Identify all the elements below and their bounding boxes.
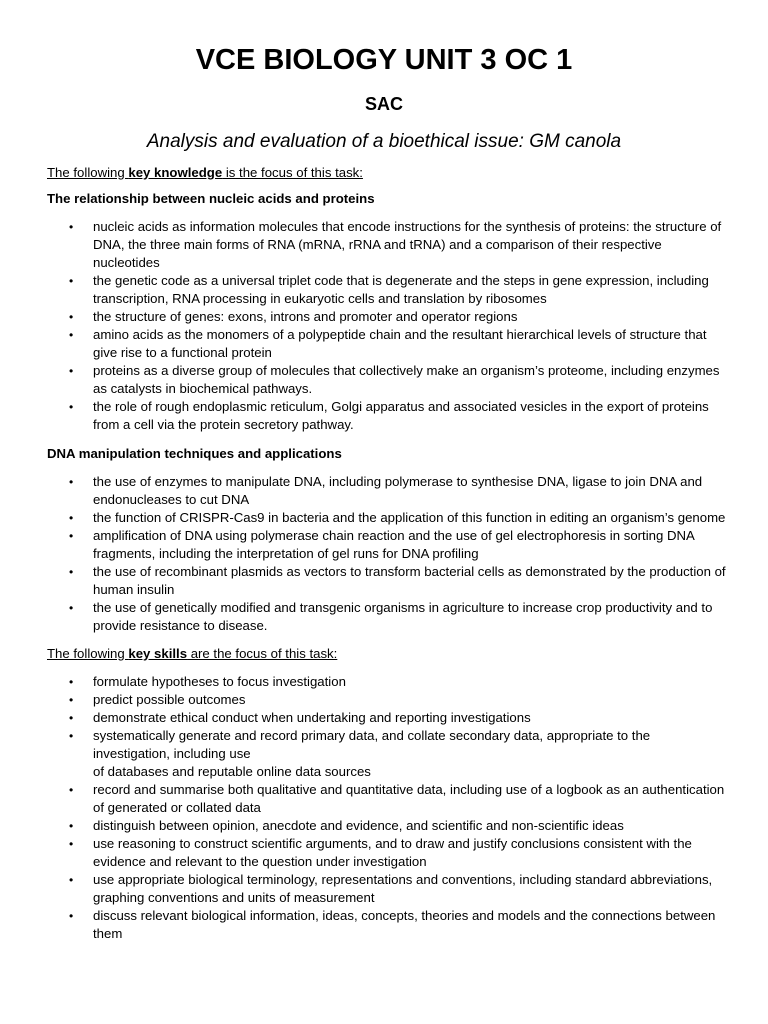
bullet-icon: • xyxy=(69,601,74,615)
bullet-icon: • xyxy=(69,819,74,833)
list-item xyxy=(47,817,727,835)
bullet-icon: • xyxy=(69,511,74,525)
list-item-text: the use of enzymes to manipulate DNA, including polymerase to synthesise DNA, ligase to join DNA and endonucleases to cut DNA xyxy=(93,474,703,507)
list-item xyxy=(47,326,727,362)
bullet-icon: • xyxy=(69,220,74,234)
bullet-icon: • xyxy=(69,711,74,725)
bullet-icon: • xyxy=(69,400,74,414)
list-item-text: distinguish between opinion, anecdote and evidence, and scientific and non-scientific ideas xyxy=(93,818,624,833)
list-item-text: demonstrate ethical conduct when undertaking and reporting investigations xyxy=(93,710,531,725)
section-heading-nucleic-acids: The relationship between nucleic acids and proteins xyxy=(47,191,375,206)
knowledge-intro-suffix: is the focus of this task: xyxy=(222,165,363,180)
list-item xyxy=(47,563,727,599)
list-item-text: discuss relevant biological information, ideas, concepts, theories and models and the connections between them xyxy=(93,908,716,941)
bullet-icon: • xyxy=(69,693,74,707)
bullet-icon: • xyxy=(69,565,74,579)
skills-intro-suffix: are the focus of this task: xyxy=(187,646,338,661)
list-item-text: the use of genetically modified and transgenic organisms in agriculture to increase crop productivity and to provide resistance to disease. xyxy=(93,600,713,633)
list-item xyxy=(47,709,727,727)
list-item-text: predict possible outcomes xyxy=(93,692,246,707)
bullet-icon: • xyxy=(69,729,74,743)
list-item-text: systematically generate and record primary data, and collate secondary data, appropriate to the investigation, including use xyxy=(93,728,651,761)
list-item xyxy=(47,473,727,509)
list-item-text: the genetic code as a universal triplet code that is degenerate and the steps in gene expression, including transcription, RNA processing in eukaryotic cells and translation by ribosomes xyxy=(93,273,709,306)
list-item xyxy=(47,509,727,527)
bullet-icon: • xyxy=(69,364,74,378)
skills-intro-prefix: The following xyxy=(47,646,129,661)
document-subtitle: SAC xyxy=(364,94,403,114)
list-item xyxy=(47,907,727,943)
list-item-continuation: of databases and reputable online data sources xyxy=(93,764,371,779)
knowledge-intro-emphasis: key knowledge xyxy=(128,165,223,180)
list-item xyxy=(47,398,727,434)
list-item xyxy=(47,599,727,635)
document-body xyxy=(47,164,727,943)
list-item xyxy=(47,218,727,272)
bullet-icon: • xyxy=(69,909,74,923)
list-item xyxy=(47,362,727,398)
bullet-icon: • xyxy=(69,837,74,851)
bullet-icon: • xyxy=(69,475,74,489)
list-item-text: amino acids as the monomers of a polypeptide chain and the resultant hierarchical levels of structure that give rise to a functional protein xyxy=(93,327,707,360)
list-item xyxy=(47,835,727,871)
list-item xyxy=(47,871,727,907)
list-item-text: the structure of genes: exons, introns and promoter and operator regions xyxy=(93,309,518,324)
section-list-dna-manipulation xyxy=(47,473,727,635)
knowledge-intro-prefix: The following xyxy=(47,165,129,180)
list-item-text: use appropriate biological terminology, representations and conventions, including standard abbreviations, graphing conventions and units of measurement xyxy=(93,872,713,905)
bullet-icon: • xyxy=(69,783,74,797)
list-item xyxy=(47,673,727,691)
list-item-text: the role of rough endoplasmic reticulum, Golgi apparatus and associated vesicles in the export of proteins from a cell via the protein secretory pathway. xyxy=(93,399,709,432)
list-item-text: the use of recombinant plasmids as vectors to transform bacterial cells as demonstrated by the production of human insulin xyxy=(93,564,726,597)
list-item xyxy=(47,308,727,326)
list-item-text: amplification of DNA using polymerase chain reaction and the use of gel electrophoresis in sorting DNA fragments, including the interpretation of gel runs for DNA profiling xyxy=(93,528,695,561)
section-list-key-skills xyxy=(47,673,727,943)
list-item-text: the function of CRISPR-Cas9 in bacteria and the application of this function in editing an organism’s genome xyxy=(93,510,726,525)
document-title: VCE BIOLOGY UNIT 3 OC 1 xyxy=(195,44,573,76)
bullet-icon: • xyxy=(69,675,74,689)
knowledge-intro xyxy=(47,164,727,182)
list-item-text: proteins as a diverse group of molecules that collectively make an organism’s proteome, including enzymes as catalysts in biochemical pathways. xyxy=(93,363,720,396)
section-list-nucleic-acids xyxy=(47,218,727,434)
list-item-text: formulate hypotheses to focus investigation xyxy=(93,674,346,689)
document-tagline: Analysis and evaluation of a bioethical issue: GM canola xyxy=(146,131,622,152)
list-item xyxy=(47,781,727,817)
bullet-icon: • xyxy=(69,529,74,543)
list-item xyxy=(47,527,727,563)
list-item xyxy=(47,727,727,781)
list-item-text: nucleic acids as information molecules that encode instructions for the synthesis of proteins: the structure of DNA, the three main forms of RNA (mRNA, rRNA and tRNA) and a comparison of their respective nucleotides xyxy=(93,219,722,270)
bullet-icon: • xyxy=(69,274,74,288)
skills-intro xyxy=(47,645,727,663)
list-item-text: use reasoning to construct scientific arguments, and to draw and justify conclusions consistent with the evidence and relevant to the question under investigation xyxy=(93,836,692,869)
list-item xyxy=(47,272,727,308)
bullet-icon: • xyxy=(69,310,74,324)
bullet-icon: • xyxy=(69,328,74,342)
list-item xyxy=(47,691,727,709)
bullet-icon: • xyxy=(69,873,74,887)
section-heading-dna-manipulation: DNA manipulation techniques and applications xyxy=(47,446,342,461)
skills-intro-emphasis: key skills xyxy=(128,646,188,661)
list-item-text: record and summarise both qualitative and quantitative data, including use of a logbook as an authentication of generated or collated data xyxy=(93,782,725,815)
